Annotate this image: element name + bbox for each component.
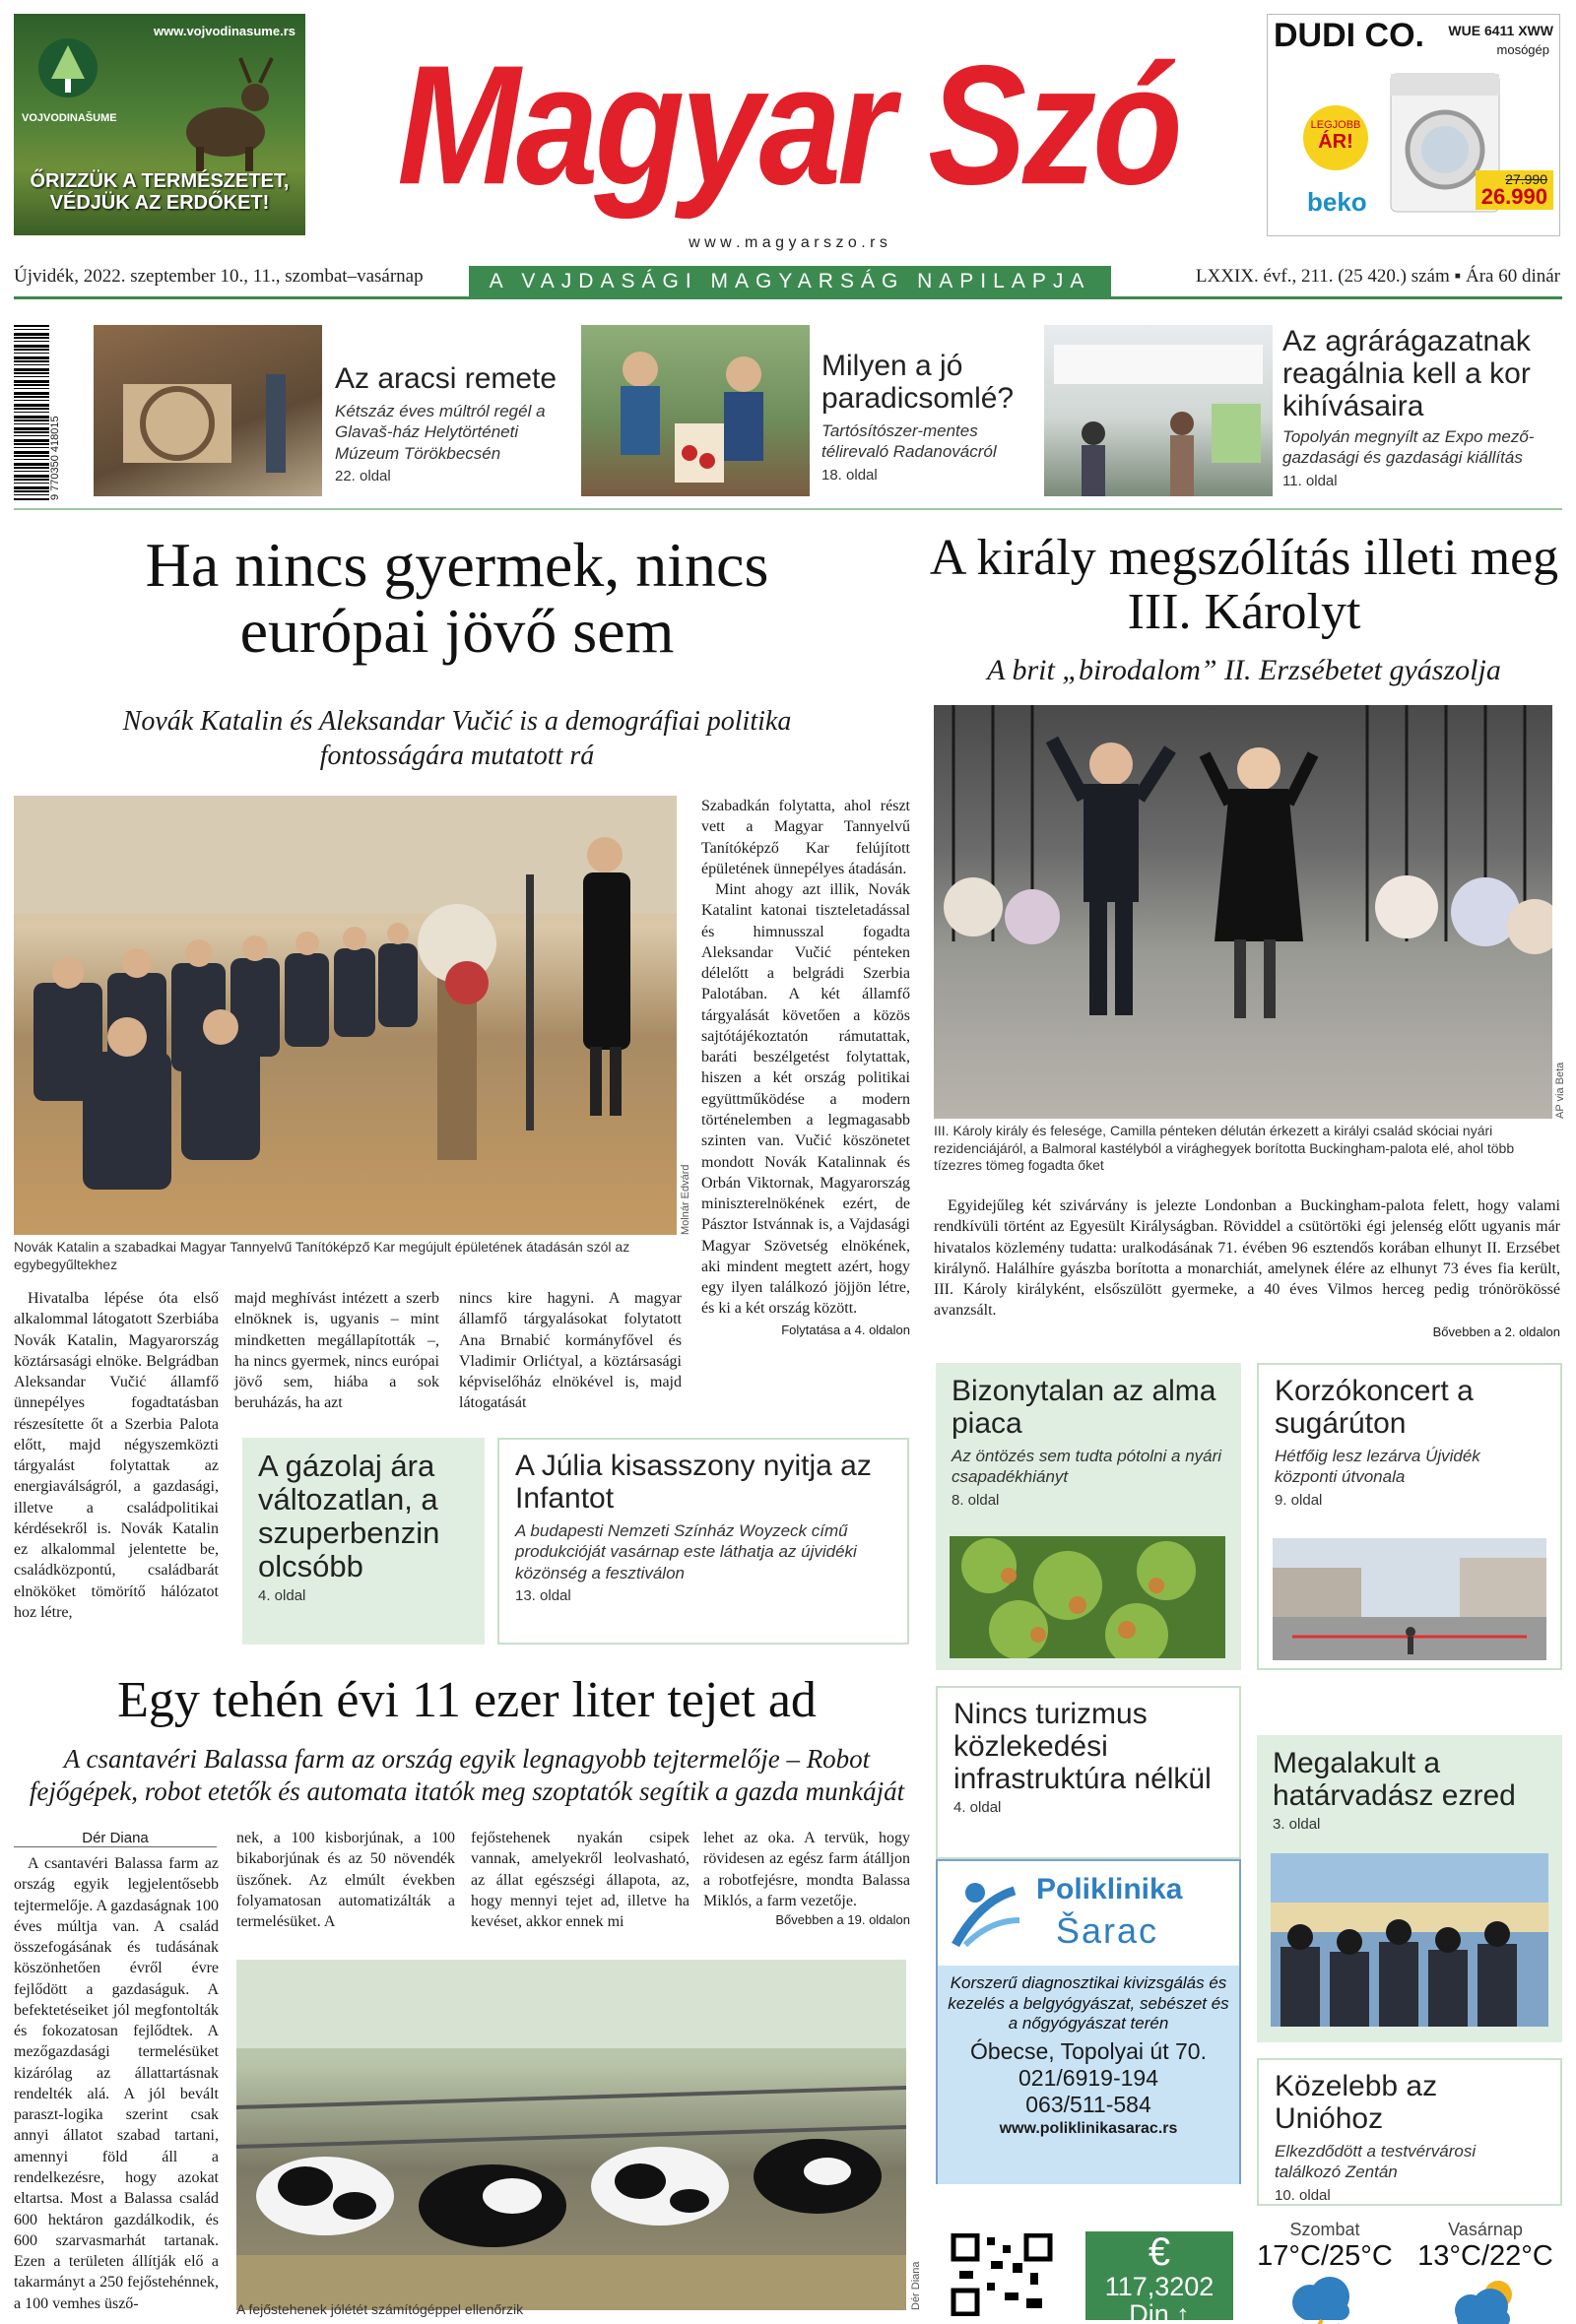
king-headline[interactable] — [926, 532, 1562, 639]
forest-ad-url: www.vojvodinasume.rs — [153, 24, 296, 38]
forest-ad-logo-text: VOJVODINAŠUME — [22, 112, 117, 124]
tomato-sellers-image — [581, 325, 810, 496]
qr-code[interactable] — [948, 2233, 1056, 2316]
tourism-box-page: 4. oldal — [953, 1799, 1002, 1816]
museum-machine-image — [94, 325, 322, 496]
ad-model: WUE 6411 XWW — [1448, 23, 1553, 38]
lead-headline[interactable] — [14, 530, 900, 667]
apple-tree-image — [950, 1536, 1225, 1658]
border-guard-box-title: Megalakult a határvadász ezred — [1273, 1747, 1516, 1812]
farm-col3-text: fejőstehenek nyakán csipek vannak, amelyekről leolvasható, az állat egészségi állapota, az, hogy mennyi tejet ad, illetve ha kevéset, akkor ennek mi — [471, 1830, 690, 1931]
clinic-phone-2[interactable]: 063/511-584 — [1025, 2092, 1151, 2118]
lead-subhead-1: Novák Katalin és Aleksandar Vučić is a demográfiai politika — [122, 706, 792, 737]
currency-label: Din ↑ — [1129, 2299, 1190, 2324]
ad-new-price: 26.990 — [1480, 184, 1547, 209]
border-guard-photo — [1271, 1853, 1548, 2027]
teaser-3-photo[interactable] — [1044, 325, 1273, 496]
union-box-page: 10. oldal — [1275, 2186, 1331, 2204]
farm-more[interactable]: Bővebben a 19. oldalon — [775, 1912, 910, 1928]
lead-headline-2: európai jövő sem — [239, 596, 675, 667]
issue-number: LXXIX. évf., 211. (25 420.) szám ▪ Ára 60 dinár — [1195, 266, 1560, 287]
teaser-3-desc: Topolyán megnyílt az Expo mező-gazdasági és gazdasági kiállítás — [1282, 427, 1535, 468]
apple-box-title: Bizonytalan az alma piaca — [952, 1375, 1216, 1440]
clinic-body — [938, 1966, 1239, 2184]
badge-line2: ÁR! — [1318, 131, 1353, 153]
price-badge — [1303, 105, 1368, 170]
border-guard-box-page: 3. oldal — [1273, 1816, 1321, 1833]
king-body — [934, 1195, 1560, 1340]
barcode-number: 9 770350 418015 — [49, 416, 61, 500]
lead-subhead — [14, 704, 900, 773]
king-headline-1: A király megszólítás illeti meg — [929, 530, 1559, 586]
korzo-photo — [1273, 1538, 1546, 1660]
lead-col1-text: Hivatalba lépése óta első alkalommal látogatott Szerbiába Novák Katalin, Magyarország köztársasági elnöke. Belgrádban Aleksandar Vučić államfő ünnepélyes fogadtatásban részesítette őt a Szerbia Palota előtt, majd négyszemközti tárgyalást folytattak az energiaválságról, a gazdasági, illetve a családpolitikai kérdésekről is. Novák Katalin ez alkalommal jelentette be, családközpontú, családbarát elnököket tömörítő hálózatot hoz létre, — [14, 1290, 219, 1621]
julia-box-title: A Júlia kisasszony nyitja az Infantot — [515, 1450, 872, 1515]
lead-col4 — [701, 796, 910, 1338]
farm-col3 — [471, 1828, 690, 1932]
lead-col1 — [14, 1288, 219, 1623]
clinic-ad[interactable] — [936, 1859, 1241, 2184]
euro-icon: € — [1148, 2230, 1171, 2274]
ad-price-box — [1476, 170, 1553, 210]
apple-box-page: 8. oldal — [952, 1491, 1000, 1509]
farm-col2-text: nek, a 100 kisborjúnak, a 100 bikaborjúnak és az 50 növendék üszőnek. Az elmúlt években folyamatosan automatizálták a termelésüket. A — [236, 1830, 455, 1931]
king-body-text: Egyidejűleg két szivárvány is jelezte Londonban a Buckingham-palota felett, hogy valami rendkívüli történt az Egyesült Királyságban. Röviddel a csütörtöki égi jelenség előtt ugyanis már hivatalos közlemény tudatta: uralkodásának 71. évében 96 esztendős korában elhunyt II. Erzsébet királynő. Halálhíre gyászba borította a monarchiát, amelynek élére az elhunyt 73 éves fia került, III. Károly királyként, elsőszülött gyermeke, a 40 éves Vilmos herceg pedig trónörökössé avanzsált. — [934, 1197, 1560, 1320]
teaser-1-title: Az aracsi remete — [335, 362, 558, 395]
teaser-2-desc: Tartósítószer-mentes télirevaló Radanovácról — [821, 421, 997, 462]
apple-box[interactable] — [936, 1363, 1241, 1670]
masthead-tagline: A VAJDASÁGI MAGYARSÁG NAPILAPJA — [469, 266, 1111, 297]
fuel-box-title: A gázolaj ára változatlan, a szuperbenzin olcsóbb — [258, 1449, 440, 1584]
farm-author: Dér Diana — [14, 1830, 217, 1847]
farm-subhead-1: A csantavéri Balassa farm az ország egyik legnagyobb tejtermelője – Robot — [63, 1744, 871, 1774]
currency-box — [1085, 2230, 1233, 2324]
lead-col2 — [234, 1288, 439, 1414]
king-headline-2: III. Károlyt — [1127, 583, 1361, 640]
apple-photo — [950, 1536, 1225, 1658]
ad-old-price: 27.990 — [1505, 171, 1547, 187]
teaser-1-desc: Kétszáz éves múltról regél a Glavaš-ház Helytörténeti Múzeum Törökbecsén — [335, 402, 546, 463]
teaser-1-page: 22. oldal — [335, 467, 391, 484]
tourism-box-title: Nincs turizmus közlekedési infrastruktúra nélkül — [953, 1698, 1212, 1795]
teaser-rule — [14, 508, 1562, 510]
lead-continued[interactable]: Folytatása a 4. oldalon — [781, 1322, 910, 1337]
border-guard-box[interactable] — [1257, 1735, 1562, 2042]
forest-ad-slogan-1: ŐRIZZÜK A TERMÉSZETET, — [30, 170, 290, 192]
soldiers-image — [1271, 1853, 1548, 2027]
lead-subhead-2: fontosságára mutatott rá — [319, 741, 595, 771]
teaser-3-page: 11. oldal — [1282, 472, 1338, 489]
king-photo-credit: AP via Beta — [1554, 1062, 1566, 1119]
forest-ad[interactable] — [14, 14, 305, 235]
korzo-box-page: 9. oldal — [1275, 1491, 1323, 1509]
lead-col2-text: majd meghívást intézett a szerb elnöknek is, ugyanis – mint mindketten megállapították –, ha nincs gyermek, nincs európai jövő sem, hiába a sok beruházás, ha azt — [234, 1290, 439, 1412]
ad-maker: beko — [1307, 187, 1367, 217]
king-queen-image — [934, 705, 1552, 1119]
king-caption: III. Károly király és felesége, Camilla pénteken délután érkezett a királyi család skóciai nyári rezidenciájáról, a Balmoral kastélyból a virághegyek borította Buckingham-palota elé, ahol több tízezres tömeg fogadta őket — [934, 1123, 1515, 1173]
teaser-2[interactable] — [821, 350, 1018, 484]
weather-sunday — [1407, 2220, 1564, 2324]
king-subhead: A brit „birodalom” II. Erzsébetet gyászolja — [987, 654, 1501, 686]
weather-temps-1: 17°C/25°C — [1257, 2240, 1393, 2272]
apple-box-desc: Az öntözés sem tudta pótolni a nyári csapadékhiányt — [952, 1447, 1222, 1487]
audience-image — [14, 796, 677, 1235]
teaser-2-title: Milyen a jó paradicsomlé? — [821, 350, 1015, 415]
clinic-phone-1[interactable]: 021/6919-194 — [1018, 2065, 1158, 2092]
lead-col3 — [459, 1288, 682, 1414]
farm-subhead — [14, 1743, 920, 1808]
farm-headline[interactable]: Egy tehén évi 11 ezer liter tejet ad — [117, 1672, 817, 1728]
clinic-slogan: Korszerű diagnosztikai kivizsgálás és kezelés a belgyógyászat, sebészet és a nőgyógyászat terén — [948, 1973, 1229, 2034]
union-box-desc: Elkezdődött a testvérvárosi találkozó Zentán — [1275, 2142, 1477, 2182]
farm-col4-text: lehet az oka. A tervük, hogy rövidesen az egész farm átálljon a robotfejésre, mondta Balassa Miklós, a farm vezetője. — [703, 1830, 910, 1909]
teaser-1[interactable] — [335, 362, 561, 484]
farm-col4 — [703, 1828, 910, 1928]
expo-hall-image — [1044, 325, 1273, 496]
lead-caption: Novák Katalin a szabadkai Magyar Tannyelvű Tanítóképző Kar megújult épületének átadásán szól az egybegyűltekhez — [14, 1239, 630, 1272]
teaser-3-title: Az agrárágazatnak reagálnia kell a kor kihívásaira — [1282, 325, 1531, 422]
clinic-name-2: Šarac — [1056, 1910, 1159, 1951]
weather-temps-2: 13°C/22°C — [1417, 2240, 1553, 2272]
farm-col1 — [14, 1853, 219, 2314]
cows-image — [236, 1960, 906, 2310]
king-more[interactable]: Bővebben a 2. oldalon — [1432, 1323, 1560, 1339]
issue-date: Újvidék, 2022. szeptember 10., 11., szombat–vasárnap — [14, 266, 424, 287]
weather-day-2: Vasárnap — [1448, 2220, 1523, 2239]
teaser-2-photo[interactable] — [581, 325, 810, 496]
qr-code-image — [948, 2233, 1056, 2316]
farm-photo-credit: Dér Diana — [910, 2261, 922, 2310]
farm-col2 — [236, 1828, 455, 1932]
sun-cloud-icon — [1441, 2273, 1530, 2324]
farm-subhead-2: fejőgépek, robot etetők és automata itatók meg szoptatók segítik a gazda munkáját — [29, 1775, 905, 1806]
lead-col4b-text: Mint ahogy azt illik, Novák Katalint katonai tiszteletadással és himnusszal fogadta Aleksandar Vučić pénteken délelőtt a belgrádi Szerbia Palotában. A két államfő tárgyalását követően a közös sajtótájékoztatón rámutattak, baráti beszélgetést folytattak, hiszen a két ország politikai együttműködése a modern történelemben a legmagasabb szinten van. Vučić köszönetet mondott Novák Katalinnak és Orbán Viktornak, Magyarország miniszterelnökének ezért, de Pásztor Istvánnak is, a Vajdasági Magyar Szövetség elnökének, aki mindent megtett azért, hogy egy ilyen találkozó jöjjön létre, és ki a két ország között. — [701, 881, 910, 1318]
fuel-box-page: 4. oldal — [258, 1587, 306, 1605]
lead-photo-credit: Molnár Edvárd — [680, 1164, 691, 1235]
farm-photo[interactable] — [236, 1960, 906, 2310]
barcode — [14, 325, 49, 500]
badge-line1: LEGJOBB — [1310, 119, 1361, 131]
teaser-1-photo[interactable] — [94, 325, 322, 496]
ad-brand: DUDI CO. — [1274, 17, 1424, 54]
forest-ad-slogan-2: VÉDJÜK AZ ERDŐKET! — [49, 192, 270, 214]
king-photo[interactable] — [934, 705, 1552, 1119]
julia-box-page: 13. oldal — [515, 1586, 571, 1604]
deer-image — [162, 53, 290, 171]
julia-box-desc: A budapesti Nemzeti Színház Woyzeck című produkcióját vasárnap este láthatja az újvidéki közönség a fesztiválon — [515, 1521, 857, 1582]
weather-saturday — [1251, 2220, 1399, 2324]
ad-product: mosógép — [1496, 42, 1549, 57]
masthead-url[interactable]: w w w . m a g y a r s z o . r s — [689, 234, 887, 251]
farm-col1-text: A csantavéri Balassa farm az ország egyik legjelentősebb tejtermelője. A gazdaságnak 100 éves múltja van. A család összefogásának és tudásának köszönhetően évről évre fejlődött a gazdaságuk. A befektetéseiket jól megfontolták és fokozatosan fejlődtek. A mezőgazdasági termelésüket kizárólag az állattartásnak rendelték alá. A jól bevált paraszt-logika szerint csak annyi állatot szabad tartani, amennyi föld áll a rendelkezésre, hogy azokat eltartsa. Most a Balassa család 600 hektáron gazdálkodik, és 600 szarvasmarhát tartanak. Ezen a területen állítják elő a takarmányt a 250 fejőstehénnek, a 100 vemhes üsző- — [14, 1855, 219, 2312]
lead-col4a-text: Szabadkán folytatta, ahol részt vett a Magyar Tannyelvű Tanítóképző Kar felújított épületének ünnepélyes átadásán. — [701, 798, 910, 877]
korzo-box[interactable] — [1257, 1363, 1562, 1670]
tree-logo-icon — [33, 33, 102, 112]
farm-caption: A fejőstehenek jólétét számítógéppel ellenőrzik — [236, 2301, 524, 2317]
fuel-box[interactable] — [242, 1438, 485, 1645]
lead-headline-1: Ha nincs gyermek, nincs — [145, 530, 769, 600]
boulevard-image — [1273, 1538, 1546, 1660]
tourism-box[interactable] — [936, 1686, 1241, 1859]
korzo-box-title: Korzókoncert a sugárúton — [1275, 1375, 1474, 1440]
union-box[interactable] — [1257, 2058, 1562, 2206]
teaser-3[interactable] — [1282, 325, 1568, 489]
lead-col3-text: nincs kire hagyni. A magyar államfő tárgyalásokat folytatott Ana Brnabić kormányfővel és Vladimir Orlićtyal, a köztársasági képviselőház elnökével is, majd látogatását — [459, 1290, 682, 1412]
masthead-title[interactable]: Magyar Szó — [397, 29, 1179, 221]
julia-box[interactable] — [497, 1438, 909, 1645]
weather-day-1: Szombat — [1289, 2220, 1360, 2239]
clinic-name-1: Poliklinika — [1036, 1873, 1183, 1905]
teaser-2-page: 18. oldal — [821, 466, 878, 484]
washing-machine-ad[interactable] — [1267, 14, 1560, 236]
clinic-web[interactable]: www.poliklinikasarac.rs — [999, 2120, 1178, 2138]
union-box-title: Közelebb az Unióhoz — [1275, 2070, 1438, 2135]
masthead-rule — [14, 296, 1562, 299]
korzo-box-desc: Hétfőig lesz lezárva Újvidék központi útvonala — [1275, 1447, 1480, 1487]
lead-photo[interactable] — [14, 796, 677, 1235]
clinic-logo-icon — [946, 1871, 1024, 1950]
clinic-address: Óbecse, Topolyai út 70. — [970, 2038, 1207, 2065]
currency-rate: 117,3202 — [1104, 2272, 1215, 2301]
storm-cloud-icon — [1280, 2273, 1369, 2324]
